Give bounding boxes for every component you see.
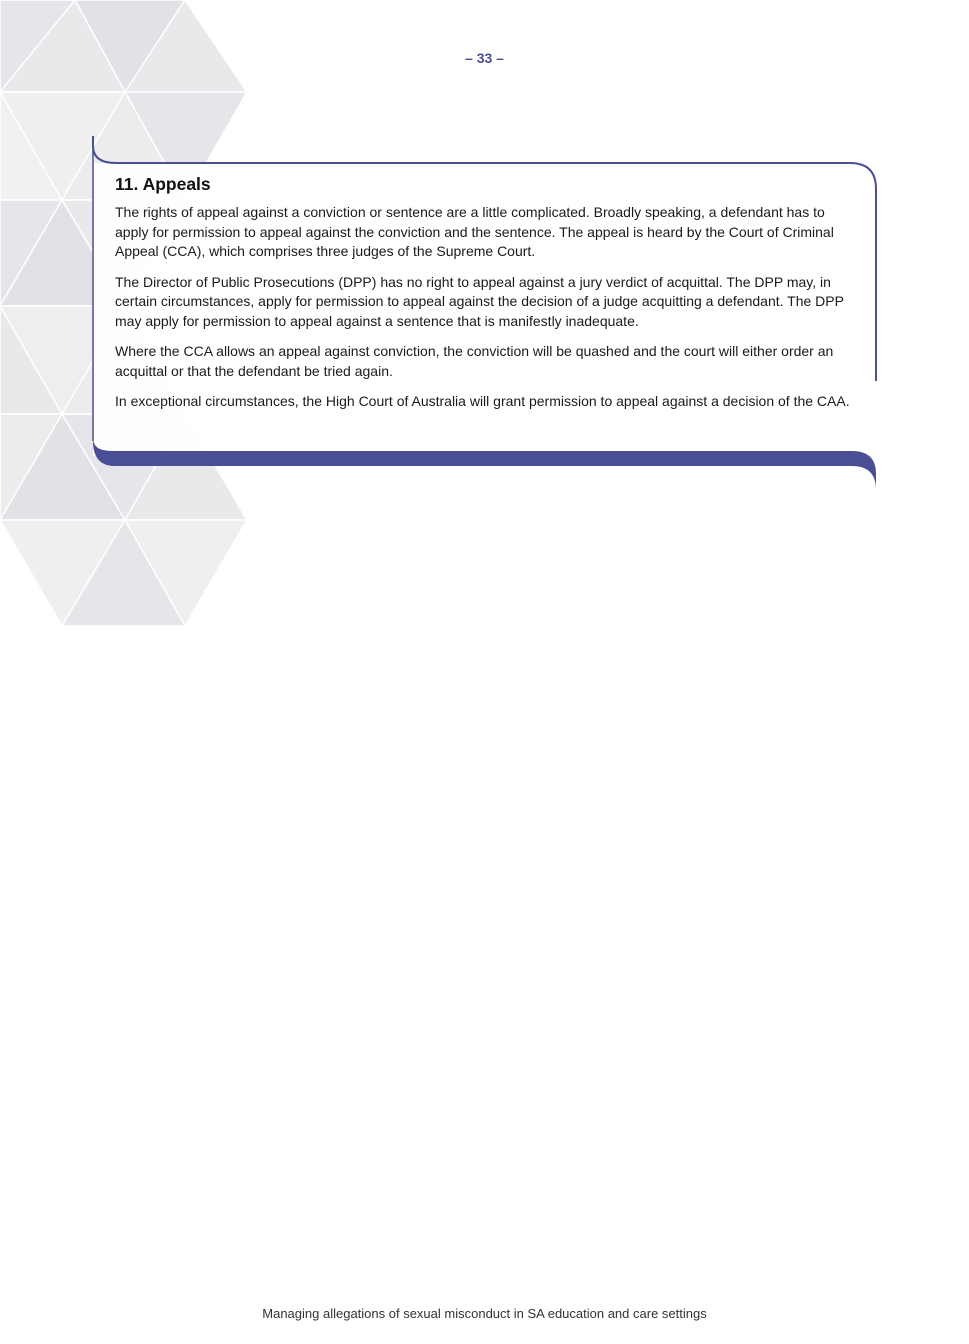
paragraph-dpp-appeal: The Director of Public Prosecutions (DPP) has no right to appeal against a jury verdict of acquittal. The DPP may, in certain circumstances, apply for permission to appeal against the decision of a judge acquitting a defendant. The DPP may apply for permission to appeal against a sentence that is manifestly inadequate. (115, 273, 844, 329)
paragraph-high-court: In exceptional circumstances, the High Court of Australia will grant permission to appeal against a decision of the CAA. (115, 393, 850, 409)
paragraph-cca-allows-appeal: Where the CCA allows an appeal against conviction, the conviction will be quashed and the court will either order an acquittal or that the defendant be tried again. (115, 343, 834, 379)
appeals-section (115, 174, 855, 423)
section-title: 11. Appeals (115, 174, 211, 194)
paragraph-rights-of-appeal: The rights of appeal against a conviction or sentence are a little complicated. Broadly speaking, a defendant has to apply for permission to appeal against the conviction and the sentence. The appeal is heard by the Court of Criminal Appeal (CCA), which comprises three judges of the Supreme Court. (115, 204, 834, 259)
page-footer: Managing allegations of sexual misconduct in SA education and care settings (262, 1306, 707, 1321)
page-number: – 33 – (465, 50, 504, 66)
